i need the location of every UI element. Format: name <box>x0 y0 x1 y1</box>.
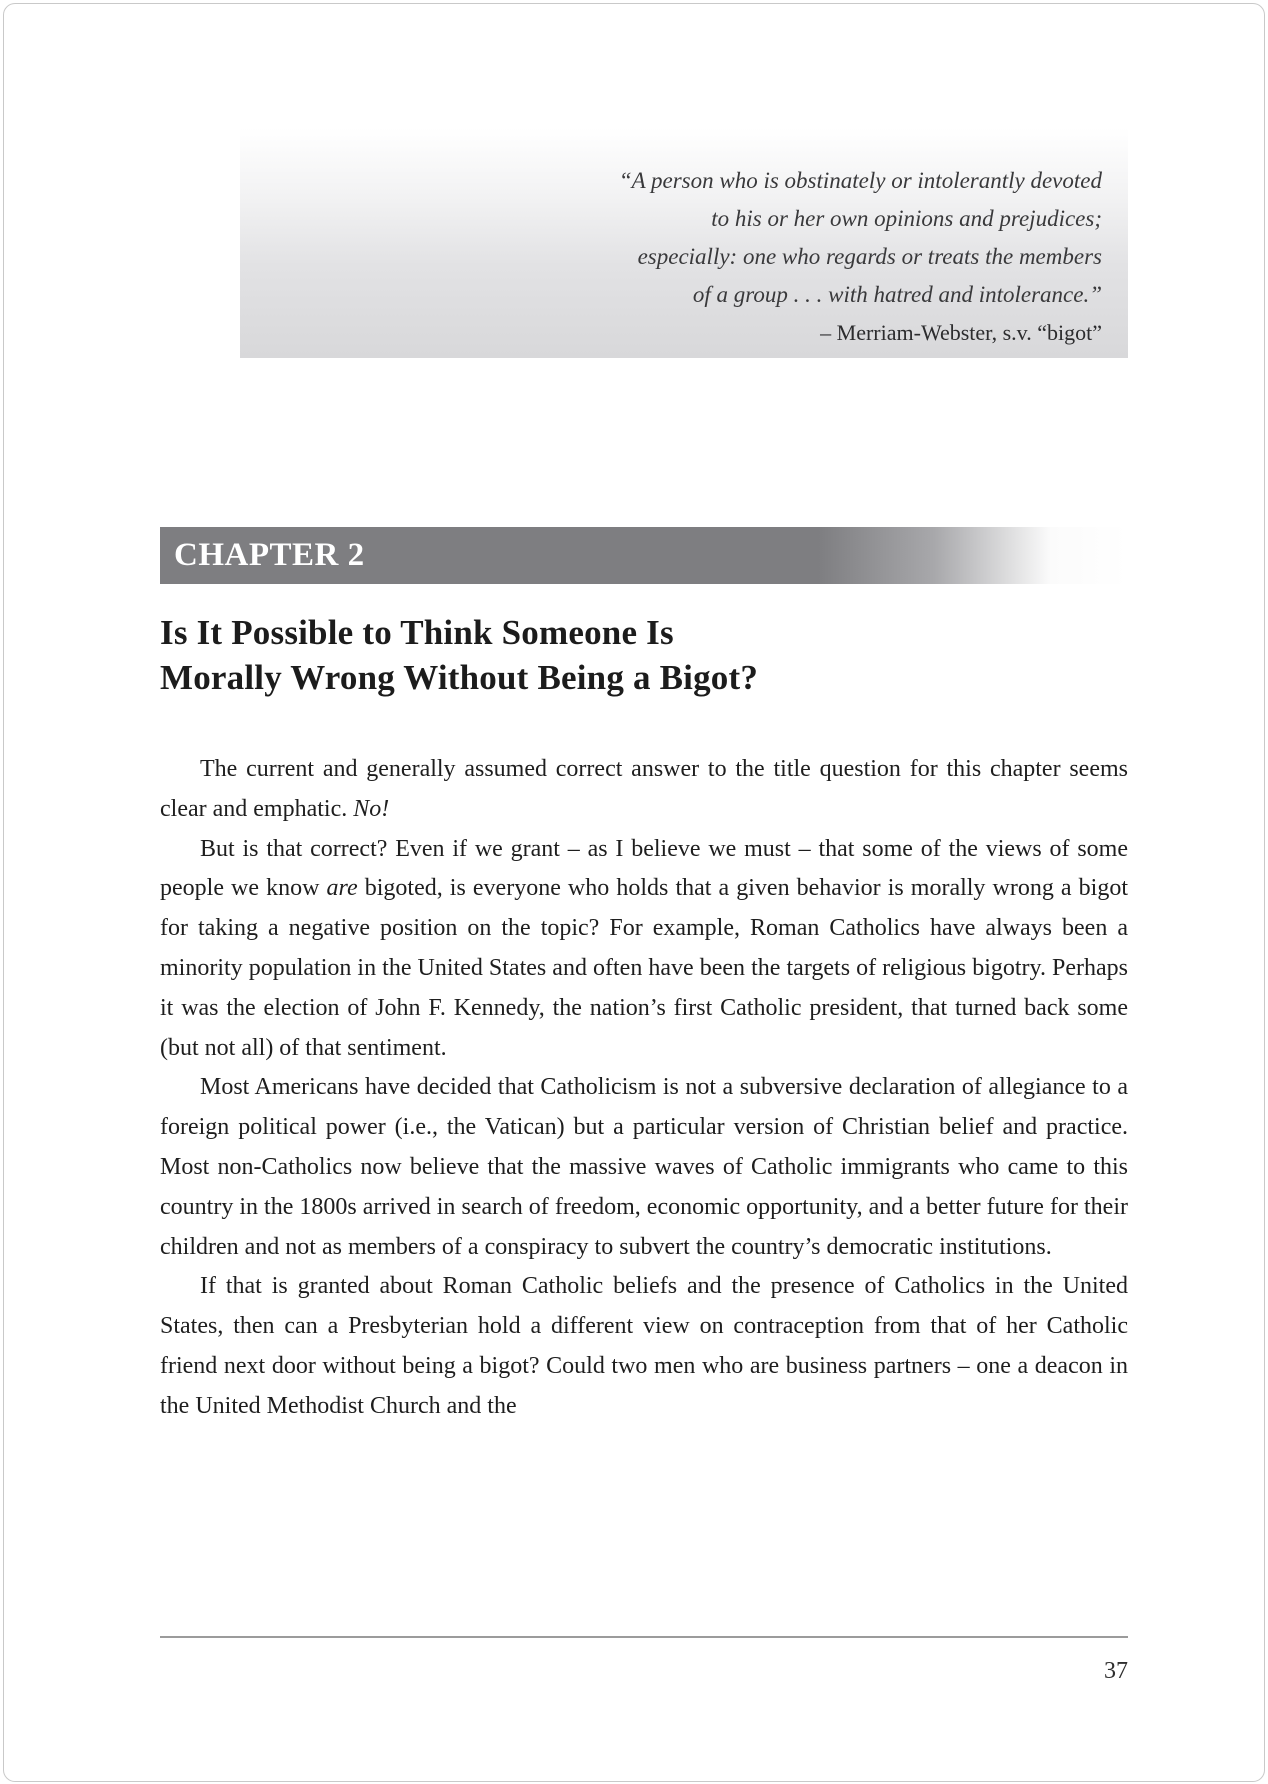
body-paragraph: If that is granted about Roman Catholic beliefs and the presence of Catholics in the United States, then can a Presbyterian hold a different view on contraception from that of her Catholic friend next door without being a bigot? Could two men who are business partners – one a deacon in the United Methodist Church and the <box>160 1273 1128 1419</box>
chapter-title-line-2: Morally Wrong Without Being a Bigot? <box>160 658 759 697</box>
epigraph-line: to his or her own opinions and prejudices; <box>711 206 1102 231</box>
footer-rule <box>160 1636 1128 1638</box>
chapter-title-line-1: Is It Possible to Think Someone Is <box>160 613 674 652</box>
body-paragraph: But is that correct? Even if we grant – as I believe we must – that some of the views of some people we know are bigoted, is everyone who holds that a given behavior is morally wrong a bigot for taking a negative position on the topic? For example, Roman Catholics have always been a minority population in the United States and often have been the targets of religious bigotry. Perhaps it was the election of John F. Kennedy, the nation’s first Catholic president, that turned back some (but not all) of that sentiment. <box>160 835 1128 1061</box>
body-paragraph: Most Americans have decided that Catholicism is not a subversive declaration of allegiance to a foreign political power (i.e., the Vatican) but a particular version of Christian belief and practice. Most non-Catholics now believe that the massive waves of Catholic immigrants who came to this country in the 1800s arrived in search of freedom, economic opportunity, and a better future for their children and not as members of a conspiracy to subvert the country’s democratic institutions. <box>160 1074 1128 1260</box>
epigraph-attribution: – Merriam-Webster, s.v. “bigot” <box>820 320 1102 345</box>
chapter-body <box>160 750 1128 1427</box>
page-number: 37 <box>1104 1658 1128 1684</box>
chapter-title <box>160 610 1128 700</box>
epigraph-line: especially: one who regards or treats the members <box>637 244 1102 269</box>
chapter-banner-label: CHAPTER 2 <box>174 537 365 573</box>
epigraph-quote-box <box>240 128 1128 358</box>
epigraph-line: “A person who is obstinately or intolerantly devoted <box>618 168 1102 193</box>
body-paragraph: The current and generally assumed correct answer to the title question for this chapter seems clear and emphatic. No! <box>160 756 1128 822</box>
epigraph-line: of a group . . . with hatred and intolerance.” <box>692 282 1102 307</box>
chapter-banner <box>160 527 1128 584</box>
